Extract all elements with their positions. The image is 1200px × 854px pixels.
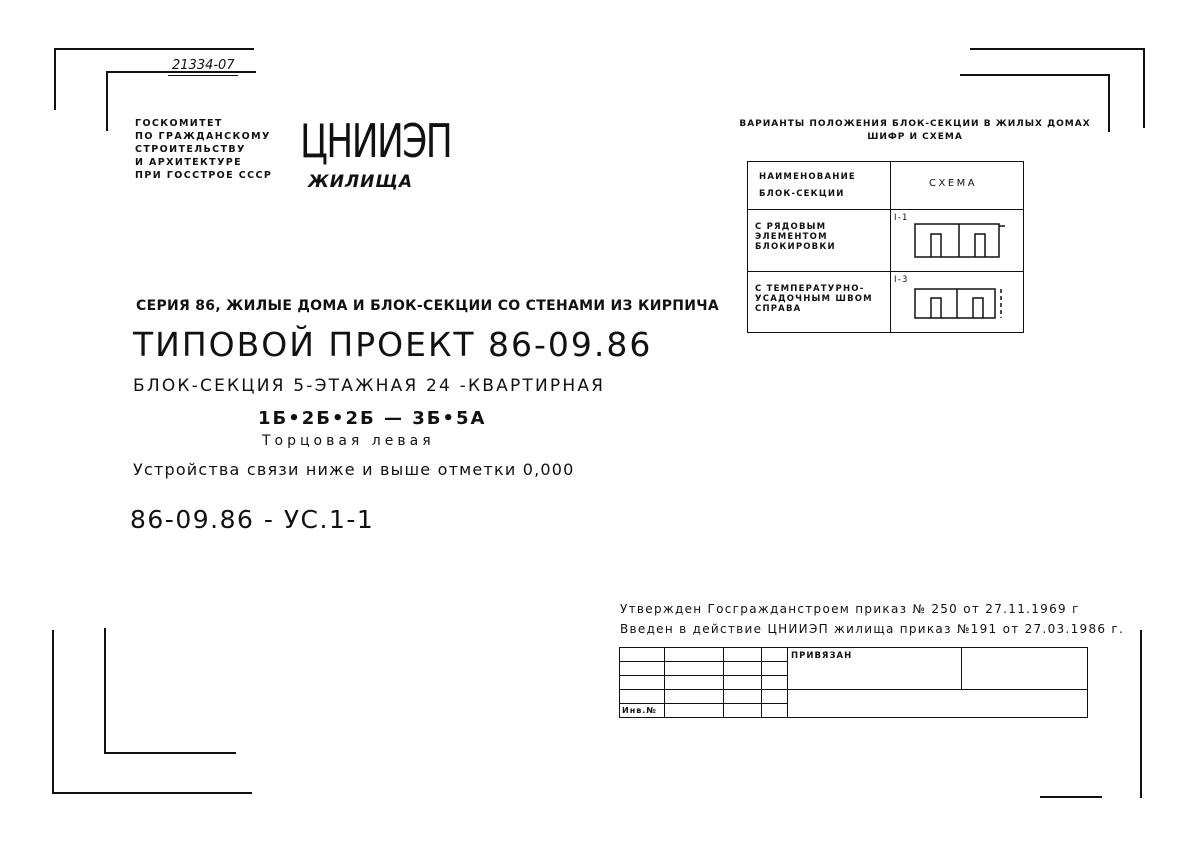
- variant-name-line: УСАДОЧНЫМ ШВОМ: [755, 294, 873, 304]
- frame-top-right-h: [970, 48, 1145, 50]
- institute-subtitle: ЖИЛИЩА: [308, 172, 414, 192]
- device-line: Устройства связи ниже и выше отметки 0,000: [133, 460, 575, 479]
- org-line: И АРХИТЕКТУРЕ: [135, 157, 243, 168]
- scheme-diagram-i3: [891, 272, 1023, 332]
- variant-scheme-cell: [891, 272, 1024, 333]
- scheme-diagram-i1: [891, 210, 1023, 271]
- frame-bottom-left-h: [52, 792, 252, 794]
- archive-underline: [168, 75, 238, 76]
- variants-header-row: [748, 162, 1024, 210]
- archive-number: 21334-07: [172, 58, 235, 73]
- org-line: СТРОИТЕЛЬСТВУ: [135, 144, 246, 155]
- variant-name-line: ЭЛЕМЕНТОМ: [755, 232, 828, 242]
- variants-header-name: [748, 162, 891, 210]
- variants-title: [700, 118, 1130, 144]
- frame-top-left-v: [54, 48, 56, 110]
- variants-table: [747, 161, 1024, 333]
- variant-code: I-1: [894, 213, 909, 223]
- variant-scheme-cell: [891, 210, 1024, 272]
- frame-top-left-h: [54, 48, 254, 50]
- block-code: 1Б•2Б•2Б — 3Б•5А: [258, 408, 487, 429]
- block-section: БЛОК-СЕКЦИЯ 5-ЭТАЖНАЯ 24 -КВАРТИРНАЯ: [133, 376, 606, 396]
- variant-code: I-3: [894, 275, 909, 285]
- approval-line-2: Введен в действие ЦНИИЭП жилища приказ №191 от 27.03.1986 г.: [620, 622, 1125, 636]
- variants-title-line2: ШИФР И СХЕМА: [867, 132, 963, 142]
- stamp-inv-cell: [620, 704, 665, 718]
- variants-title-line1: ВАРИАНТЫ ПОЛОЖЕНИЯ БЛОК-СЕКЦИИ В ЖИЛЫХ ДОМАХ: [739, 119, 1091, 129]
- block-type: Торцовая левая: [262, 433, 435, 449]
- variant-name-line: БЛОКИРОВКИ: [755, 242, 836, 252]
- frame-inner-bottom-left-v: [104, 628, 106, 752]
- org-line: ГОСКОМИТЕТ: [135, 118, 223, 129]
- stamp-bound-label: ПРИВЯЗАН: [791, 651, 853, 661]
- frame-bottom-left-v: [52, 630, 54, 792]
- variants-header-scheme: [891, 162, 1024, 210]
- frame-bottom-right-h: [1040, 796, 1102, 798]
- series-line: СЕРИЯ 86, ЖИЛЫЕ ДОМА И БЛОК-СЕКЦИИ СО СТЕНАМИ ИЗ КИРПИЧА: [136, 298, 720, 314]
- approval-line-1: Утвержден Госгражданстроем приказ № 250 от 27.11.1969 г: [620, 602, 1080, 616]
- frame-bottom-right-v: [1140, 630, 1142, 798]
- variant-name-line: СПРАВА: [755, 304, 802, 314]
- header-name-line2: БЛОК-СЕКЦИИ: [759, 189, 845, 199]
- variant-name-cell: [748, 272, 891, 333]
- frame-inner-bottom-left-h: [104, 752, 236, 754]
- document-number: 86-09.86 - УС.1-1: [130, 505, 375, 534]
- variant-name-cell: [748, 210, 891, 272]
- variant-name-line: С РЯДОВЫМ: [755, 222, 827, 232]
- frame-inner-top-left-v: [106, 71, 108, 131]
- header-scheme: СХЕМА: [929, 178, 978, 189]
- variant-name-line: С ТЕМПЕРАТУРНО-: [755, 284, 865, 294]
- stamp-inv-label: Инв.№: [622, 706, 657, 715]
- org-line: ПРИ ГОССТРОЕ СССР: [135, 170, 273, 181]
- variants-row: [748, 272, 1024, 333]
- organization-block: [135, 117, 272, 182]
- stamp-table: [619, 647, 1088, 718]
- variants-row: [748, 210, 1024, 272]
- org-line: ПО ГРАЖДАНСКОМУ: [135, 131, 271, 142]
- stamp-bound-cell: [788, 648, 962, 690]
- header-name-line1: НАИМЕНОВАНИЕ: [759, 172, 856, 182]
- frame-top-right-v: [1143, 48, 1145, 128]
- institute-logo: ЦНИИЭП: [300, 114, 452, 168]
- project-title: ТИПОВОЙ ПРОЕКТ 86-09.86: [133, 325, 653, 364]
- frame-inner-top-right-h: [960, 74, 1110, 76]
